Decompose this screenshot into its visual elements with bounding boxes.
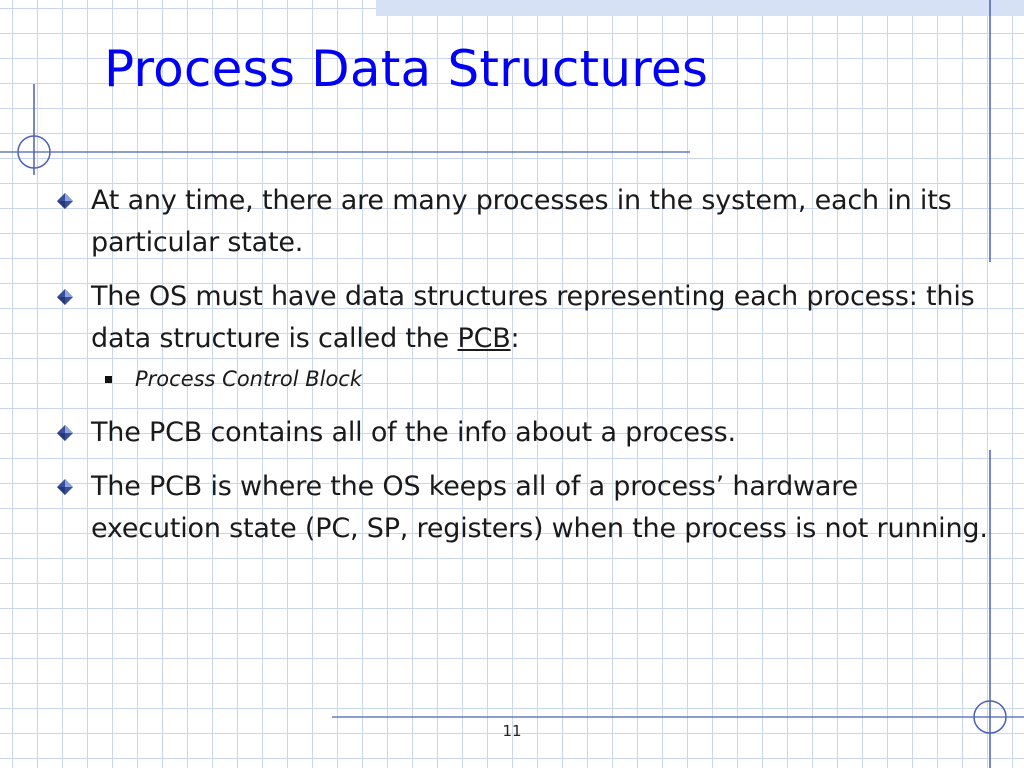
crosshair-decoration-left [0, 0, 700, 200]
diamond-bullet-icon [56, 192, 74, 210]
square-bullet-icon [105, 376, 112, 383]
diamond-bullet-icon [56, 478, 74, 496]
sub-bullet-text: Process Control Block [135, 367, 363, 391]
diamond-bullet-icon [56, 288, 74, 306]
bullet-item [56, 276, 996, 360]
bullet-text: At any time, there are many processes in the system, each in its particular state. [91, 185, 952, 258]
diamond-bullet-icon [56, 424, 74, 442]
top-accent-band [376, 0, 1024, 16]
bullet-text-suffix: : [510, 323, 520, 354]
page-number: 11 [502, 722, 522, 740]
bullet-list [56, 180, 996, 562]
bullet-text: The PCB contains all of the info about a process. [91, 417, 736, 448]
bullet-text: The OS must have data structures representing each process: this data structure is called the [91, 281, 975, 354]
bullet-item [56, 412, 996, 454]
bullet-item [56, 180, 996, 264]
sub-bullet-item [56, 364, 996, 394]
bullet-item [56, 466, 996, 550]
slide-title: Process Data Structures [104, 40, 709, 98]
pcb-term: PCB [457, 323, 511, 354]
bullet-text: The PCB is where the OS keeps all of a process’ hardware execution state (PC, SP, registers) when the process is not running. [91, 471, 988, 544]
